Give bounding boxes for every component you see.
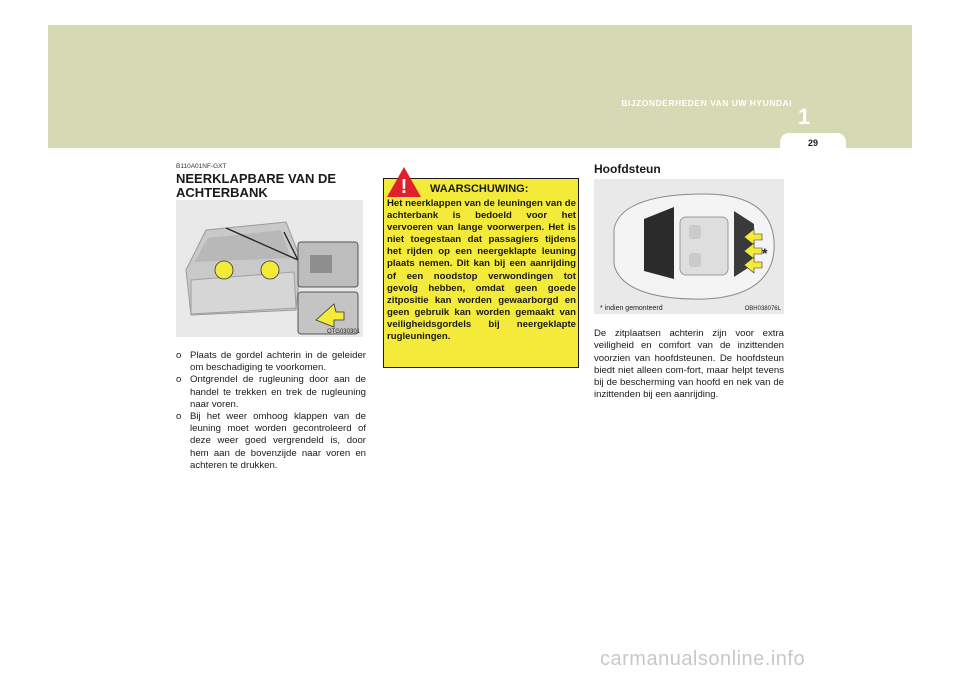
header-band	[48, 25, 912, 148]
headrest-text: De zitplaatsen achterin zijn voor extra veiligheid en comfort van de inzittenden voorzien van hoofdsteunen. De hoofdsteun biedt niet alleen com-fort, maar helpt tevens bij de bescherming van hoofd en nek van de inzittenden bij een aanrijding.	[594, 328, 784, 401]
rear-seat-figure	[176, 200, 363, 337]
figure-star: *	[762, 245, 768, 261]
warning-heading: WAARSCHUWING:	[430, 183, 529, 195]
figure-label: OTG030301	[326, 329, 360, 335]
list-item	[176, 411, 366, 472]
warning-text: Het neerklappen van de leuningen van de achterbank is bedoeld voor het vervoeren van lange voorwerpen. Het is niet toegestaan dat passagiers tijdens het rijden op een neergeklapte leuning plaats nemen. Dit kan bij een aanrijding of een noodstop verwondingen tot gevolg hebben, omdat geen goede zitpositie kan worden gewaarborgd en geen gebruik kan worden gemaakt van veiligheidsgordels bij neergeklapte rugleuningen.	[387, 198, 576, 343]
bullet-mark: o	[176, 350, 182, 361]
car-top-view-illustration	[594, 179, 784, 314]
figure-note: * indien gemonteerd	[600, 305, 663, 312]
chapter-number: 1	[798, 104, 811, 129]
car-top-view-figure	[594, 179, 784, 314]
chapter-title: BIJZONDERHEDEN VAN UW HYUNDAI	[621, 98, 792, 108]
bullet-mark: o	[176, 411, 182, 423]
figure-label: OBH038076L	[744, 306, 781, 312]
list-item	[176, 350, 366, 374]
list-item-text: Ontgrendel de rugleuning door aan de handel te trekken en trek de rugleuning naar voren.	[190, 374, 366, 410]
watermark: carmanualsonline.info	[600, 648, 806, 670]
bullet-mark: o	[176, 374, 182, 386]
list-item	[176, 374, 366, 411]
list-item-text: Bij het weer omhoog klappen van de leuning moet worden gecontroleerd of deze weer goed vergrendeld is, door hem aan de bovenzijde naar voren en achteren te drukken.	[190, 411, 366, 471]
page-number: 29	[807, 138, 818, 148]
warning-icon-glyph: !	[400, 176, 408, 198]
rear-seat-illustration	[176, 200, 363, 337]
list-item-text: Plaats de gordel achterin in de geleider om beschadiging te voorkomen.	[190, 350, 366, 374]
warning-icon	[386, 166, 422, 198]
instruction-list	[176, 350, 366, 472]
headrest-title: Hoofdsteun	[594, 162, 661, 176]
section-title: NEERKLAPBARE VAN DE ACHTERBANK	[176, 171, 337, 200]
section-code: B110A01NF-GXT	[176, 163, 227, 170]
